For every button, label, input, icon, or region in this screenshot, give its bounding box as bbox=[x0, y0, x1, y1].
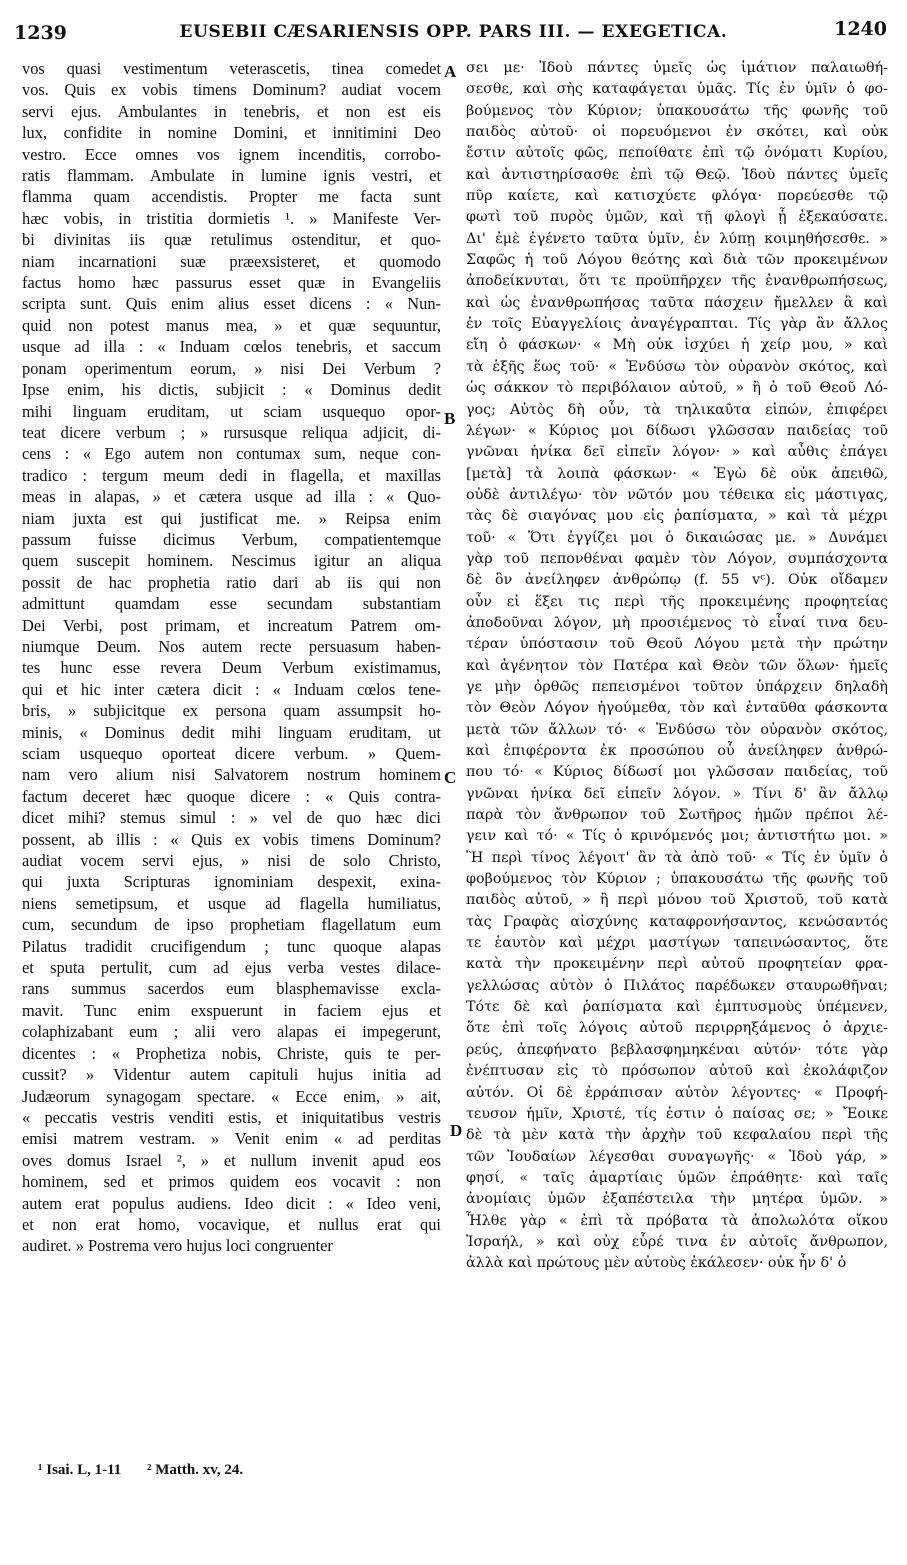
text-line: ἀλλὰ καὶ πρώτους μὲν αὐτοὺς ἐκάλεσεν· οὐκ ἦν δ' ὁ bbox=[466, 1255, 847, 1272]
margin-letter-b: B bbox=[444, 409, 456, 428]
text-line: Δι' ἐμὲ ἐγένετο ταῦτα ὑμῖν, ἐν λύπῃ κοιμηθήσεσθε. » bbox=[466, 230, 888, 247]
text-line: οὐδὲ ἀντιλέγω· τὸν νῶτόν μου τέθεικα εἰς μάστιγας, bbox=[466, 486, 888, 503]
text-line: γνῶναι ἡνίκα δεῖ εἰπεῖν λόγον· » καὶ αὖθις ἐπάγει bbox=[466, 444, 888, 461]
text-line: bris, » subjicitque ex persona quam assumpsit ho- bbox=[22, 701, 441, 721]
text-line: γος; Αὐτὸς δὴ οὖν, τὰ τηλικαῦτα εἰπών, ἐπιφέρει bbox=[466, 401, 888, 418]
text-line: ἔστιν αὐτοῖς φῶς, πεποίθατε ἐπὶ τῷ ὀνόματι Κυρίου, bbox=[466, 145, 888, 162]
text-line: tes hunc esse revera Deum Verbum existimamus, bbox=[22, 658, 441, 678]
text-line: ponam operimentum eorum, » nisi Dei Verbum ? bbox=[22, 358, 441, 378]
text-line: « peccatis vestris venditi estis, et iniquitatibus vestris bbox=[22, 1107, 441, 1127]
running-header bbox=[0, 18, 907, 52]
text-line: possit de hac prophetia ratio dari ab iis qui non bbox=[22, 572, 441, 592]
text-line: Σαφῶς ἡ τοῦ Λόγου θεότης καὶ διὰ τῶν προκειμένων bbox=[466, 252, 888, 269]
page-number-right: 1240 bbox=[834, 18, 887, 40]
text-line: γνῶναι ἡνίκα δεῖ εἰπεῖν λόγον. » Τίνι δ' ἂν ἄλλῳ bbox=[466, 785, 888, 802]
text-line: audiat vocem servi ejus, » nisi de solo Christo, bbox=[22, 851, 441, 871]
text-line: βούμενος τὸν Κύριον; ὑπακουσάτω τῆς φωνῆς τοῦ bbox=[466, 102, 888, 119]
text-line: colaphizabant eum ; alii vero alapas ei impegerunt, bbox=[22, 1022, 441, 1042]
text-line: et sputa pertulit, cum ad ejus verba vestes dilace- bbox=[22, 958, 441, 978]
text-line: καὶ ἐπιφέροντα ἐκ προσώπου οὗ ἀνείληφεν ἀνθρώ- bbox=[466, 743, 888, 759]
text-line: τοῦ· « Ὅτι ἐγγίζει μοι ὁ δικαιώσας με. » Δυνάμει bbox=[466, 529, 888, 546]
text-line: τευσον ἡμῖν, Χριστέ, τίς ἐστιν ὁ παίσας σε; » Ἔοικε bbox=[466, 1105, 888, 1122]
text-line: γελλώσας αὐτὸν ὁ Πιλάτος παρέδωκεν σταυρωθῆναι; bbox=[466, 977, 888, 994]
text-line: possent, ab illis : « Quis ex vobis timens Dominum? bbox=[22, 829, 441, 849]
text-line: meas in alapas, » et cætera usque ad illa : « Quo- bbox=[22, 487, 441, 507]
text-line: teat dicere verbum ; » rursusque reliqua adjicit, di- bbox=[22, 422, 441, 442]
text-line: Dei Verbi, post primam, et increatum Patrem om- bbox=[22, 615, 441, 635]
text-line: niam juxta est qui justificat me. » Reipsa enim bbox=[22, 508, 441, 528]
text-line: τὸν Θεὸν Λόγον ἡγούμεθα, τὸν καὶ ἐνταῦθα φάσκοντα bbox=[466, 700, 888, 717]
text-line: hominem, sed et primos quidem eos vocavit : non bbox=[22, 1172, 441, 1192]
text-line: qui et hic inter cætera dicit : « Induam cœlos tene- bbox=[22, 679, 441, 699]
margin-letter-a: A bbox=[444, 62, 457, 81]
text-line: minis, « Dominus dedit mihi linguam eruditam, ut bbox=[22, 722, 441, 742]
text-line: hæc vobis, in tristitia dormietis ¹. » Manifeste Ver- bbox=[22, 208, 441, 228]
text-line: παιδὸς αὐτοῦ· οἱ πορευόμενοι ἐν σκότει, καὶ οὐκ bbox=[466, 124, 888, 141]
text-line: quem suscepit hominem. Nescimus igitur an aliqua bbox=[22, 551, 441, 571]
text-line: admittunt quamdam esse secundam substantiam bbox=[22, 594, 441, 614]
text-line: vos quasi vestimentum veterascetis, tinea comedet bbox=[22, 59, 441, 78]
text-line: factum deceret hæc quoque dicere : « Quis contra- bbox=[22, 786, 441, 806]
latin-column bbox=[22, 58, 441, 1257]
text-line: cum, secundum de ipso prophetiam flagellatum eum bbox=[22, 915, 441, 935]
page-number-left: 1239 bbox=[14, 22, 67, 44]
text-line: τὰς δὲ σιαγόνας μου εἰς ῥαπίσματα, » καὶ τὰ μέχρι bbox=[466, 508, 888, 525]
footnote-1: ¹ Isai. L, 1-11 bbox=[38, 1462, 122, 1478]
text-line: ρεύς, ἀπεφήνατο βεβλασφημηκέναι αὐτόν· τότε γὰρ bbox=[466, 1041, 888, 1058]
text-line: mavit. Tunc enim exspuerunt in faciem ejus et bbox=[22, 1000, 441, 1020]
text-line: cens : « Ego autem non contumax sum, neque con- bbox=[22, 444, 441, 464]
text-line: παιδὸς αὐτοῦ, » ἢ περὶ μόνου τοῦ Χριστοῦ, τοῦ κατὰ bbox=[466, 892, 888, 909]
text-line: δὲ ὃν ἀνείληφεν ἀνθρώπῳ (f. 55 vᶜ). Οὐκ οἴδαμεν bbox=[466, 572, 888, 589]
text-line: φωτὶ τοῦ πυρὸς ὑμῶν, καὶ τῇ φλογὶ ᾗ ἐξεκαύσατε. bbox=[466, 209, 888, 226]
text-line: ἀνομίαις ὑμῶν ἐξαπέστειλα τὴν μητέρα ὑμῶν. » bbox=[466, 1191, 888, 1208]
text-line: τε ἑαυτὸν καὶ μέχρι μαστίγων ταπεινώσαντος, ὅτε bbox=[466, 935, 888, 952]
text-line: Ἰσραήλ, » καὶ οὐχ εὗρέ τινα ἐν αὐτοῖς ἄνθρωπον, bbox=[466, 1233, 888, 1250]
text-line: Judæorum synagogam spectare. « Ecce enim, » ait, bbox=[22, 1086, 441, 1106]
running-title: EUSEBII CÆSARIENSIS OPP. PARS III. — EXEGETICA. bbox=[179, 22, 728, 42]
text-line: γὰρ τοῦ πεπονθέναι φαμὲν τὸν Λόγον, συμπάσχοντα bbox=[466, 550, 888, 567]
text-line: καὶ ἀγένητον τὸν Πατέρα καὶ Θεὸν τῶν ὅλων· ἡμεῖς bbox=[466, 657, 888, 674]
text-line: vos. Quis ex vobis timens Dominum? audiat vocem bbox=[22, 80, 441, 100]
text-line: mihi linguam eruditam, ut sciam usquequo opor- bbox=[22, 401, 441, 421]
text-line: οὖν εἰ ἕξει τις περὶ τῆς προκειμένης προφητείας bbox=[466, 593, 888, 610]
text-line: vestro. Ecce omnes vos ignem incenditis, corrobo- bbox=[22, 144, 441, 164]
footnote-2: ² Matth. xv, 24. bbox=[147, 1462, 244, 1478]
text-line: παρὰ τὸν ἄνθρωπον τοῦ Σωτῆρος ἡμῶν πρέποι λέ- bbox=[466, 807, 888, 824]
text-line: τὰ ἑξῆς ἕως τοῦ· « Ἐνδύσω τὸν οὐρανὸν σκότος, καὶ bbox=[466, 358, 888, 375]
text-line: Τότε δὲ καὶ ῥαπίσματα καὶ ἐμπτυσμοὺς ὑπέμενεν, bbox=[466, 999, 888, 1016]
text-line: et non erat homo, vocavique, et nullus erat qui bbox=[22, 1214, 441, 1234]
text-line: γε μὴν ὀρθῶς πεπεισμένοι τοῦτον ὑπάρχειν δηλαδὴ bbox=[466, 678, 888, 695]
text-line: rans summus sacerdos eum blasphemavisse excla- bbox=[22, 979, 441, 999]
text-line: factus homo hæc passurus esset quæ in Evangeliis bbox=[22, 273, 441, 293]
text-line: Ἦλθε γὰρ « ἐπὶ τὰ πρόβατα τὰ ἀπολωλότα οἴκου bbox=[466, 1212, 888, 1229]
text-line: niens semetipsum, et usque ad flagella humiliatus, bbox=[22, 893, 441, 913]
text-line: Pilatus tradidit crucifigendum ; tunc quoque alapas bbox=[22, 936, 441, 956]
text-line: φησί, « ταῖς ἁμαρτίαις ὑμῶν ἐπράθητε· καὶ ταῖς bbox=[466, 1169, 888, 1186]
text-line: lux, confidite in nomine Domini, et innitimini Deo bbox=[22, 123, 441, 143]
text-line: niumque Deum. Nos autem recte persuasum haben- bbox=[22, 636, 441, 656]
text-line: ὡς σάκκον τὸ περιβόλαιον αὐτοῦ, » ἢ ὁ τοῦ Θεοῦ Λό- bbox=[466, 380, 888, 397]
text-line: καὶ ἀντιστηρίσασθε ἐπὶ τῷ Θεῷ. Ἰδοὺ πάντες ὑμεῖς bbox=[466, 166, 888, 183]
text-line: usque ad illa : « Induam cœlos tenebris, et saccum bbox=[22, 337, 441, 357]
margin-letter-d: D bbox=[450, 1121, 463, 1140]
text-line: dicentes : « Prophetiza nobis, Christe, quis te per- bbox=[22, 1043, 441, 1063]
text-line: εἴη ὁ φάσκων· « Μὴ οὐκ ἰσχύει ἡ χείρ μου, » καὶ bbox=[466, 337, 888, 354]
text-line: cussit? » Videntur autem capituli hujus initia ad bbox=[22, 1065, 441, 1085]
text-line: σεσθε, καὶ σὴς καταφάγεται ὑμᾶς. Τίς ἐν ὑμῖν ὁ φο- bbox=[466, 81, 888, 98]
text-line: tradico : tergum meum dedi in flagella, et maxillas bbox=[22, 465, 441, 485]
text-line: quid non potest manus mea, » et quæ sequuntur, bbox=[22, 315, 441, 335]
text-line: φοβούμενος τὸν Κύριον ; ὑπακουσάτω τῆς φωνῆς τοῦ bbox=[466, 871, 888, 888]
text-line: καὶ ὡς ἐνανθρωπήσας ταῦτα πάσχειν ἤμελλεν ἃ καὶ bbox=[466, 294, 888, 311]
text-line: ὅτε ἐπὶ τοῖς λόγοις αὐτοῦ περιρρηξάμενος ὁ ἀρχιε- bbox=[466, 1020, 888, 1037]
greek-column bbox=[466, 58, 888, 1275]
text-line: flamma quam accendistis. Propter me facta sunt bbox=[22, 187, 441, 207]
text-line: qui juxta Scripturas ignominiam despexit, exina- bbox=[22, 872, 441, 892]
text-line: audiret. » Postrema vero hujus loci congruenter bbox=[22, 1236, 333, 1256]
text-line: [μετὰ] τὰ λοιπὰ φάσκων· « Ἐγὼ δὲ οὐκ ἀπειθῶ, bbox=[466, 465, 888, 482]
text-line: sciam usquequo oporteat dicere verbum. » Quem- bbox=[22, 744, 441, 763]
text-line: τέραν ὑπόστασιν τοῦ Θεοῦ Λόγου μετὰ τὴν πρώτην bbox=[466, 636, 888, 653]
text-line: oves domus Israel ², » et nullum invenit apud eos bbox=[22, 1150, 441, 1170]
footnotes bbox=[38, 1462, 265, 1479]
text-line: passum fuisse dicimus Verbum, compatientemque bbox=[22, 529, 441, 549]
text-line: τῶν Ἰουδαίων λέγεσθαι συναγωγῆς· « Ἰδοὺ γάρ, » bbox=[466, 1148, 888, 1165]
text-line: emisi matrem vestram. » Venit enim « ad perditas bbox=[22, 1129, 441, 1149]
text-line: ratis flammam. Ambulate in lumine ignis vestri, et bbox=[22, 166, 441, 186]
text-line: scripta sunt. Quis enim alius esset dicens : « Nun- bbox=[22, 294, 441, 314]
text-line: bi divinitas iis quæ retulimus ostenditur, et quo- bbox=[22, 230, 441, 250]
margin-letter-c: C bbox=[444, 768, 457, 787]
text-line: τὰς Γραφὰς αἰσχύνης καταφρονήσαντος, κενώσαντός bbox=[466, 913, 888, 930]
text-line: σει με· Ἰδοὺ πάντες ὑμεῖς ὡς ἱμάτιον παλαιωθή- bbox=[466, 60, 888, 76]
text-line: ἐνέπτυσαν εἰς τὸ πρόσωπον αὐτοῦ καὶ ἐκολάφιζον bbox=[466, 1063, 888, 1080]
text-line: ἐν τοῖς Εὐαγγελίοις ἀναγέγραπται. Τίς γὰρ ἂν ἄλλος bbox=[466, 316, 888, 333]
text-line: λέγων· « Κύριος μοι δίδωσι γλῶσσαν παιδείας τοῦ bbox=[466, 422, 888, 439]
text-line: servi ejus. Ambulantes in tenebris, et non est eis bbox=[22, 101, 441, 121]
text-line: niam incarnationi suæ præexsisteret, et quomodo bbox=[22, 251, 441, 271]
text-line: που τό· « Κύριος δίδωσί μοι γλῶσσαν παιδείας, τοῦ bbox=[466, 764, 888, 781]
text-line: ἀποδοῦναι λόγον, μὴ προσιέμενος τὸ εἶναί τινα δευ- bbox=[466, 614, 888, 631]
text-line: γειν καὶ τό· « Τίς ὁ κρινόμενός μοι; ἀντιστήτω μοι. » bbox=[466, 828, 888, 845]
text-line: κατὰ τὴν προκειμένην περὶ αὐτοῦ προφητείαν φρα- bbox=[466, 956, 888, 973]
text-line: ἀποδείκνυται, ὅτι τε προϋπῆρχεν τῆς ἐνανθρωπήσεως, bbox=[466, 273, 888, 290]
text-line: μετὰ τῶν ἄλλων τό· « Ἐνδύσω τὸν οὐρανὸν σκότος, bbox=[466, 721, 888, 738]
text-line: αὐτόν. Οἱ δὲ ἐρράπισαν αὐτὸν λέγοντες· « Προφή- bbox=[466, 1084, 888, 1101]
text-line: δὲ τὰ μὲν κατὰ τὴν ἀρχὴν τοῦ κεφαλαίου περὶ τῆς bbox=[466, 1127, 888, 1144]
text-line: dicet mihi? stemus simul : » vel de quo hæc dici bbox=[22, 808, 441, 828]
text-line: nam vero alium nisi Salvatorem nostrum hominem bbox=[22, 765, 441, 785]
text-line: Ipse enim, his dictis, subjicit : « Dominus dedit bbox=[22, 380, 441, 400]
text-line: Ἢ περὶ τίνος λέγοιτ' ἂν τὰ ἀπὸ τοῦ· « Τίς ἐν ὑμῖν ὁ bbox=[466, 849, 888, 866]
text-line: autem erat populus audiens. Ideo dicit : « Ideo veni, bbox=[22, 1193, 441, 1213]
text-line: πῦρ καίετε, καὶ κατισχύετε φλόγα· πορεύεσθε τῷ bbox=[466, 188, 888, 205]
